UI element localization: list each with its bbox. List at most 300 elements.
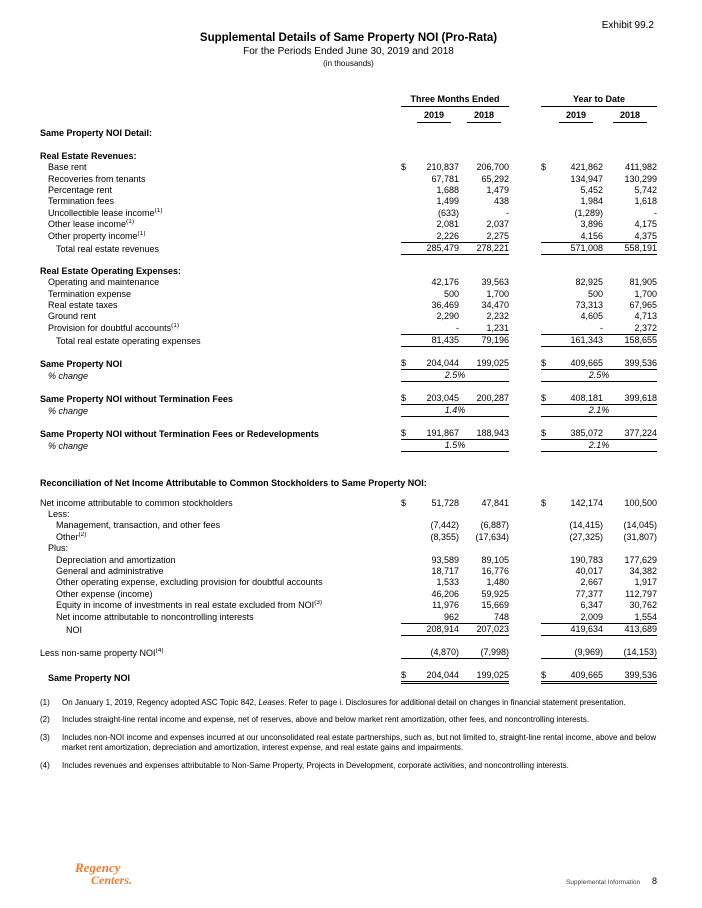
table-row xyxy=(40,588,657,599)
dollar-sign: $ xyxy=(401,392,407,403)
cell-value: 4,156 xyxy=(580,230,603,241)
table-row xyxy=(40,196,657,207)
value-group xyxy=(401,162,509,173)
cell-value: 207,023 xyxy=(476,623,509,634)
row-label: Termination fees xyxy=(48,196,115,207)
footnote xyxy=(40,761,657,772)
dollar-sign: $ xyxy=(541,669,547,680)
page-title: Supplemental Details of Same Property NOI (Pro-Rata) xyxy=(199,32,498,44)
table-row xyxy=(40,566,657,577)
cell-value: 2,226 xyxy=(436,230,459,241)
cell-value: 2,667 xyxy=(580,577,603,588)
footnote-ref: (1) xyxy=(126,219,134,226)
cell-value: 67,781 xyxy=(431,173,459,184)
value-group: 1.5% xyxy=(401,440,509,452)
table-row xyxy=(40,322,657,333)
footnote-ref: (3) xyxy=(314,600,323,607)
section-header-row xyxy=(40,150,657,161)
value-group xyxy=(401,612,509,623)
value-group xyxy=(541,277,657,288)
row-label: Total real estate revenues xyxy=(56,243,160,254)
table-row xyxy=(40,288,657,299)
cell-value: - xyxy=(600,322,603,333)
value-group xyxy=(401,358,509,370)
value-group xyxy=(541,428,657,440)
cell-value: 399,618 xyxy=(624,392,657,403)
footnote-ref: (2) xyxy=(78,531,87,538)
cell-value: 285,479 xyxy=(426,242,459,253)
cell-value: 1,479 xyxy=(486,184,509,195)
cell-value: 93,589 xyxy=(431,554,459,565)
cell-value: (8,355) xyxy=(430,531,459,542)
value-group: 1.4% xyxy=(401,405,509,417)
value-group xyxy=(541,196,657,207)
cell-value: 6,347 xyxy=(580,600,603,611)
cell-value: 413,689 xyxy=(624,623,657,634)
row-label: Same Property NOI Detail: xyxy=(40,128,153,139)
table-row xyxy=(40,647,657,659)
value-group xyxy=(401,670,509,684)
value-group xyxy=(401,185,509,196)
table-row xyxy=(40,543,657,554)
value-group: 2.5% xyxy=(541,370,657,382)
row-label: Other operating expense, excluding provision for doubtful accounts xyxy=(56,577,323,588)
cell-value: 65,292 xyxy=(481,173,509,184)
cell-value: - xyxy=(654,207,657,218)
value-group xyxy=(401,174,509,185)
cell-value: 46,206 xyxy=(431,588,459,599)
cell-value: 161,343 xyxy=(570,334,603,345)
cell-value: 200,287 xyxy=(476,392,509,403)
section-header-row xyxy=(40,128,657,139)
row-label: Recoveries from tenants xyxy=(48,173,146,184)
value-group xyxy=(401,498,509,509)
value-group xyxy=(541,600,657,611)
row-label: Other lease income$^{(1)}$ xyxy=(48,219,134,230)
cell-value: 409,665 xyxy=(570,357,603,368)
value-group: 2.1% xyxy=(541,405,657,417)
value-group xyxy=(541,162,657,173)
cell-value: - xyxy=(506,207,509,218)
cell-value: 571,008 xyxy=(570,242,603,253)
page-footer xyxy=(75,862,657,886)
cell-value: (9,969) xyxy=(574,646,603,657)
cell-value: 188,943 xyxy=(476,427,509,438)
spacer-row xyxy=(40,347,657,358)
footer-label: Supplemental Information xyxy=(566,879,641,886)
row-label: Equity in income of investments in real estate excluded from NOI$^{(3)}$ xyxy=(56,600,323,611)
value-group xyxy=(541,612,657,623)
cell-value: 1,480 xyxy=(486,577,509,588)
year-col xyxy=(409,110,459,123)
year-col xyxy=(459,110,509,123)
table-row xyxy=(40,207,657,218)
cell-value: 16,776 xyxy=(481,565,509,576)
cell-value: 558,191 xyxy=(624,242,657,253)
cell-value: 100,500 xyxy=(624,497,657,508)
cell-value: 177,629 xyxy=(624,554,657,565)
cell-value: 112,797 xyxy=(625,588,657,599)
value-group xyxy=(401,647,509,659)
cell-value: 4,605 xyxy=(580,311,603,322)
cell-value: (14,415) xyxy=(569,520,603,531)
cell-value: 15,669 xyxy=(481,600,509,611)
row-label: Same Property NOI without Termination Fees xyxy=(40,393,233,404)
cell-value: 500 xyxy=(587,288,603,299)
footer-right xyxy=(566,876,657,886)
cell-value: (633) xyxy=(437,207,459,218)
value-group xyxy=(401,532,509,543)
value-group xyxy=(401,208,509,219)
table-row xyxy=(40,277,657,288)
dollar-sign: $ xyxy=(401,427,407,438)
dollar-sign: $ xyxy=(401,162,407,173)
value-group xyxy=(401,323,509,334)
row-label: Other expense (income) xyxy=(56,588,153,599)
footnote xyxy=(40,698,657,709)
table-row xyxy=(40,405,657,417)
row-label: Percentage rent xyxy=(48,184,113,195)
table-row xyxy=(40,428,657,440)
regency-centers-logo xyxy=(75,862,132,886)
cell-value: 3,896 xyxy=(580,219,603,230)
cell-value: 1,499 xyxy=(436,196,459,207)
cell-value: 204,044 xyxy=(426,357,459,368)
table-row xyxy=(40,162,657,173)
cell-value: 79,196 xyxy=(481,334,509,345)
row-label: Same Property NOI xyxy=(48,672,131,683)
cell-value: 130,299 xyxy=(624,173,657,184)
value-group xyxy=(541,577,657,588)
page-subtitle: For the Periods Ended June 30, 2019 and 2018 xyxy=(243,46,454,57)
cell-value: (4,870) xyxy=(430,646,459,657)
value-group xyxy=(541,334,657,347)
year-group-ytd xyxy=(541,110,657,123)
year-col xyxy=(549,110,603,123)
cell-value: 2,037 xyxy=(486,219,509,230)
value-group xyxy=(401,577,509,588)
table-row xyxy=(40,173,657,184)
table-row xyxy=(40,520,657,531)
value-group xyxy=(541,532,657,543)
footnote-text: Includes straight-line rental income and expense, net of reserves, above and below market rent amortization, other fees, and noncontrolling interests. xyxy=(62,715,589,725)
value-group xyxy=(401,277,509,288)
cell-value: 399,536 xyxy=(624,357,657,368)
table-row xyxy=(40,300,657,311)
cell-value: 82,925 xyxy=(575,277,603,288)
value-group xyxy=(541,589,657,600)
value-group xyxy=(541,185,657,196)
cell-value: 377,224 xyxy=(624,427,657,438)
cell-value: 206,700 xyxy=(476,162,509,173)
cell-value: 1,917 xyxy=(634,577,657,588)
cell-value: 89,105 xyxy=(481,554,509,565)
cell-value: (14,153) xyxy=(623,646,657,657)
footnote-marker: (3) xyxy=(40,732,50,742)
value-group xyxy=(401,289,509,300)
cell-value: 142,174 xyxy=(570,497,603,508)
value-group xyxy=(541,393,657,405)
value-group xyxy=(541,555,657,566)
row-label: Total real estate operating expenses xyxy=(56,335,201,346)
footnote xyxy=(40,715,657,726)
cell-value: 1,533 xyxy=(436,577,459,588)
table-row xyxy=(40,440,657,452)
footnote-ref: (1) xyxy=(171,322,180,329)
value-group xyxy=(401,219,509,230)
cell-value: 40,017 xyxy=(575,565,603,576)
cell-value: 59,925 xyxy=(481,588,509,599)
cell-value: 81,905 xyxy=(629,277,657,288)
value-group xyxy=(541,219,657,230)
cell-value: 73,313 xyxy=(575,300,603,311)
value-group xyxy=(541,647,657,659)
value-group xyxy=(541,520,657,531)
row-label: Plus: xyxy=(48,543,69,554)
value-group xyxy=(401,566,509,577)
cell-value: 30,762 xyxy=(629,600,657,611)
value-group xyxy=(541,289,657,300)
row-label: Reconciliation of Net Income Attributable to Common Stockholders to Same Property NOI: xyxy=(40,478,427,489)
cell-value: 39,563 xyxy=(481,277,509,288)
cell-value: 4,713 xyxy=(634,311,657,322)
row-label: Ground rent xyxy=(48,311,97,322)
cell-value: (1,289) xyxy=(574,207,603,218)
cell-value: 438 xyxy=(493,196,509,207)
table-row xyxy=(40,554,657,565)
year-group-q xyxy=(401,110,509,123)
cell-value: 77,377 xyxy=(575,588,603,599)
value-group xyxy=(401,242,509,255)
cell-value: (17,634) xyxy=(475,531,509,542)
cell-value: 385,072 xyxy=(570,427,603,438)
cell-value: 500 xyxy=(443,288,459,299)
cell-value: 1,554 xyxy=(634,611,657,622)
footnote-text: Includes revenues and expenses attributable to Non-Same Property, Projects in Development, corporate activities, and noncontrolling interests. xyxy=(62,760,569,770)
value-group xyxy=(401,393,509,405)
value-group xyxy=(401,300,509,311)
cell-value: 399,536 xyxy=(624,669,657,680)
row-label: Other property income$^{(1)}$ xyxy=(48,230,146,241)
cell-value: 2,275 xyxy=(486,230,509,241)
cell-value: 1,688 xyxy=(436,184,459,195)
value-group xyxy=(401,428,509,440)
year-col xyxy=(603,110,657,123)
row-label: Provision for doubtful accounts$^{(1)}$ xyxy=(48,322,180,333)
year-2018-ytd: 2018 xyxy=(613,110,647,123)
table-row xyxy=(40,497,657,508)
cell-value: 18,717 xyxy=(431,565,459,576)
cell-value: 199,025 xyxy=(476,669,509,680)
cell-value: 748 xyxy=(493,611,509,622)
cell-value: 34,470 xyxy=(481,300,509,311)
cell-value: (7,442) xyxy=(430,520,459,531)
cell-value: 1,231 xyxy=(486,322,509,333)
cell-value: 203,045 xyxy=(426,392,459,403)
spacer-row xyxy=(40,659,657,670)
dollar-sign: $ xyxy=(541,162,547,173)
spacer-row xyxy=(40,139,657,150)
row-label: Net income attributable to noncontrolling interests xyxy=(56,611,254,622)
footnote-marker: (1) xyxy=(40,697,50,707)
table-row xyxy=(40,670,657,684)
dollar-sign: $ xyxy=(401,357,407,368)
value-group xyxy=(401,600,509,611)
cell-value: 1,700 xyxy=(634,288,657,299)
row-label: Same Property NOI xyxy=(40,358,123,369)
value-group xyxy=(541,208,657,219)
table-row xyxy=(40,334,657,347)
row-label: Less: xyxy=(48,509,70,520)
value-group xyxy=(541,242,657,255)
value-group xyxy=(401,520,509,531)
spacer-row xyxy=(40,636,657,647)
table-row xyxy=(40,242,657,255)
value-group xyxy=(401,311,509,322)
cell-value: 421,862 xyxy=(570,162,603,173)
logo-line-2: Centers. xyxy=(91,873,133,887)
row-label: Same Property NOI without Termination Fees or Redevelopments xyxy=(40,428,319,439)
spacer-row xyxy=(40,417,657,428)
row-label: General and administrative xyxy=(56,565,164,576)
cell-value: 408,181 xyxy=(570,392,603,403)
value-group: 2.5% xyxy=(401,370,509,382)
cell-value: 1,984 xyxy=(580,196,603,207)
table-row xyxy=(40,577,657,588)
dollar-sign: $ xyxy=(541,357,547,368)
cell-value: 134,947 xyxy=(570,173,603,184)
cell-value: (14,045) xyxy=(623,520,657,531)
cell-value: 2,009 xyxy=(580,611,603,622)
value-group xyxy=(541,566,657,577)
footnotes xyxy=(40,698,657,772)
row-label: Depreciation and amortization xyxy=(56,554,176,565)
value-group xyxy=(401,555,509,566)
cell-value: 208,914 xyxy=(426,623,459,634)
dollar-sign: $ xyxy=(541,392,547,403)
cell-value: 190,783 xyxy=(570,554,603,565)
cell-value: (6,887) xyxy=(480,520,509,531)
value-group xyxy=(541,174,657,185)
cell-value: 36,469 xyxy=(431,300,459,311)
table-row xyxy=(40,370,657,382)
cell-value: 5,452 xyxy=(580,184,603,195)
spacer-row xyxy=(40,489,657,497)
page-number: 8 xyxy=(651,876,657,886)
value-group xyxy=(541,300,657,311)
cell-value: 2,232 xyxy=(486,311,509,322)
table-row xyxy=(40,230,657,241)
cell-value: 204,044 xyxy=(426,669,459,680)
table-row xyxy=(40,311,657,322)
cell-value: 81,435 xyxy=(431,334,459,345)
cell-value: 278,221 xyxy=(476,242,509,253)
value-group xyxy=(541,498,657,509)
year-2018-q: 2018 xyxy=(467,110,501,123)
value-group: 2.1% xyxy=(541,440,657,452)
table-row xyxy=(40,600,657,611)
year-to-date-header: Year to Date xyxy=(541,94,657,107)
cell-value: 2,290 xyxy=(436,311,459,322)
footnote-marker: (4) xyxy=(40,760,50,770)
value-group xyxy=(541,623,657,636)
cell-value: 2,372 xyxy=(634,322,657,333)
row-label: Termination expense xyxy=(48,288,132,299)
financial-table xyxy=(40,94,657,684)
year-header-row xyxy=(40,110,657,123)
value-group xyxy=(541,311,657,322)
cell-value: (27,325) xyxy=(569,531,603,542)
row-label: Operating and maintenance xyxy=(48,277,160,288)
table-row xyxy=(40,358,657,370)
table-body xyxy=(40,128,657,684)
cell-value: 419,634 xyxy=(570,623,603,634)
row-label: Less non-same property NOI$^{(4)}$ xyxy=(40,647,164,658)
dollar-sign: $ xyxy=(541,497,547,508)
value-group xyxy=(401,589,509,600)
row-label: Real Estate Revenues: xyxy=(40,150,137,161)
cell-value: 11,976 xyxy=(432,600,459,611)
year-2019-ytd: 2019 xyxy=(559,110,593,123)
row-label: Uncollectible lease income$^{(1)}$ xyxy=(48,207,163,218)
cell-value: 409,665 xyxy=(570,669,603,680)
row-label: % change xyxy=(48,440,89,451)
value-group xyxy=(541,231,657,242)
table-row xyxy=(40,393,657,405)
value-group xyxy=(401,334,509,347)
footnote-ref: (1) xyxy=(137,230,146,237)
footnote-text: On January 1, 2019, Regency adopted ASC Topic 842, Leases. Refer to page i. Disclosures for additional detail on changes in financial statement presentation. xyxy=(62,697,626,707)
value-group xyxy=(541,358,657,370)
row-label: % change xyxy=(48,370,89,381)
cell-value: 51,728 xyxy=(431,497,459,508)
cell-value: 158,655 xyxy=(624,334,657,345)
row-label: Real Estate Operating Expenses: xyxy=(40,265,182,276)
footnote-ref: (1) xyxy=(154,207,163,214)
section-header-row xyxy=(40,266,657,277)
row-label: Net income attributable to common stockholders xyxy=(40,497,233,508)
footnote-marker: (2) xyxy=(40,715,50,725)
value-group xyxy=(401,623,509,636)
spacer-row xyxy=(40,382,657,393)
cell-value: 962 xyxy=(443,611,459,622)
units-label: (in thousands) xyxy=(323,59,374,68)
table-row xyxy=(40,185,657,196)
table-row xyxy=(40,611,657,622)
row-label: Base rent xyxy=(48,162,87,173)
section-header-row xyxy=(40,478,657,489)
cell-value: 4,375 xyxy=(634,230,657,241)
dollar-sign: $ xyxy=(401,497,407,508)
three-months-ended-header: Three Months Ended xyxy=(401,94,509,107)
cell-value: 2,081 xyxy=(436,219,459,230)
table-row xyxy=(40,531,657,542)
row-label: NOI xyxy=(66,624,83,635)
value-group xyxy=(541,670,657,684)
table-row xyxy=(40,219,657,230)
value-group xyxy=(541,323,657,334)
cell-value: 1,618 xyxy=(634,196,657,207)
cell-value: 210,837 xyxy=(426,162,459,173)
spacer-row xyxy=(40,255,657,266)
cell-value: 34,382 xyxy=(629,565,657,576)
footnote xyxy=(40,733,657,754)
value-group xyxy=(401,196,509,207)
exhibit-label: Exhibit 99.2 xyxy=(601,20,654,31)
cell-value: 199,025 xyxy=(476,357,509,368)
row-label: Real estate taxes xyxy=(48,300,118,311)
row-label: Other$^{(2)}$ xyxy=(56,531,87,542)
